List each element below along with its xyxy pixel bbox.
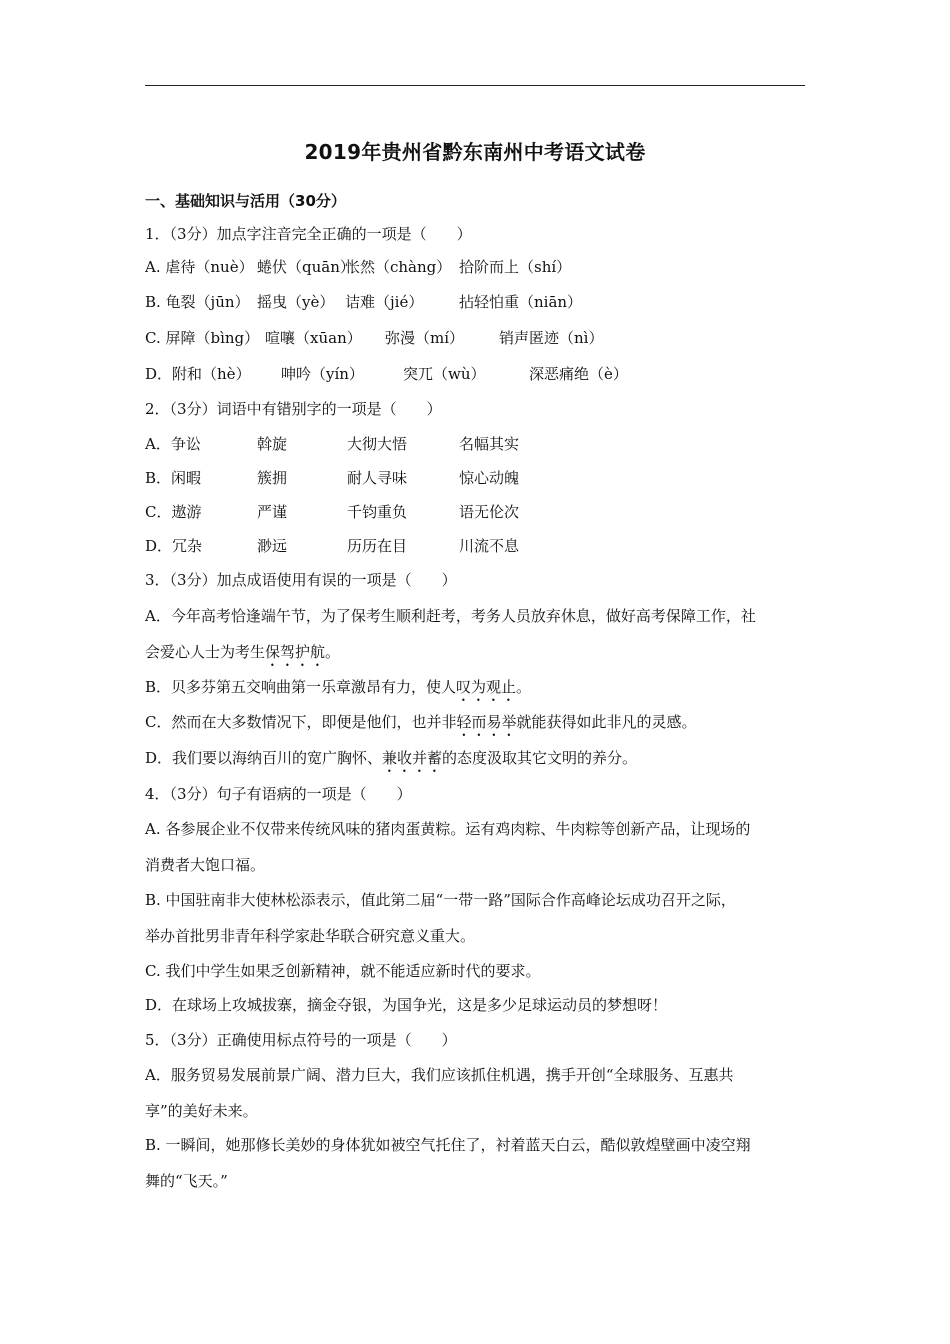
option-item: 惊心动魄: [459, 469, 520, 487]
option-item: B．闲暇: [145, 469, 202, 487]
text-run: 。: [325, 643, 341, 661]
q5-option-a-line2: 享”的美好未来。: [145, 1102, 258, 1120]
q1-option-b: [145, 292, 810, 312]
q2-option-c: [145, 502, 810, 522]
option-item: 语无伦次: [459, 503, 520, 521]
emphasized-idiom: 叹为观止: [456, 678, 517, 696]
option-item: 弥漫（mí）: [385, 329, 465, 347]
text-run: 。: [516, 678, 532, 696]
emphasized-idiom: 保驾护航: [265, 643, 326, 661]
option-item: C．遨游: [145, 503, 202, 521]
section-heading: 一、基础知识与活用（30分）: [145, 192, 346, 210]
option-item: 深恶痛绝（è）: [529, 365, 628, 383]
option-item: 历历在目: [347, 537, 408, 555]
text-run: 的态度汲取其它文明的养分。: [442, 749, 638, 767]
q4-option-a-line2: 消费者大饱口福。: [145, 856, 266, 874]
option-item: D．冗杂: [145, 537, 203, 555]
option-item: A. 虐待（nuè）: [145, 258, 254, 276]
option-item: B. 龟裂（jūn）: [145, 293, 250, 311]
q4-option-a-line1: A. 各参展企业不仅带来传统风味的猪肉蛋黄粽。运有鸡肉粽、牛肉粽等创新产品，让现场的: [145, 820, 751, 838]
option-item: 突兀（wù）: [403, 365, 486, 383]
option-item: 拈轻怕重（niān）: [459, 293, 583, 311]
q4-option-c: C. 我们中学生如果乏创新精神，就不能适应新时代的要求。: [145, 962, 541, 980]
q4-option-b-line2: 举办首批男非青年科学家赴华联合研究意义重大。: [145, 927, 476, 945]
text-run: 就能获得如此非凡的灵感。: [516, 713, 697, 731]
text-run: D．我们要以海纳百川的宽广胸怀、: [145, 749, 383, 767]
option-item: A．争讼: [145, 435, 201, 453]
q2-option-a: [145, 434, 810, 454]
option-item: 斡旋: [257, 435, 288, 453]
option-item: 拾阶而上（shí）: [459, 258, 572, 276]
option-item: 耐人寻味: [347, 469, 408, 487]
option-item: 渺远: [257, 537, 288, 555]
q3-option-c: [145, 712, 810, 740]
page-title: 2019年贵州省黔东南州中考语文试卷: [304, 140, 646, 164]
option-item: 诘难（jié）: [345, 293, 424, 311]
q2-option-b: [145, 468, 810, 488]
option-item: D．附和（hè）: [145, 365, 251, 383]
q1-option-c: [145, 328, 810, 348]
option-item: 川流不息: [459, 537, 520, 555]
q2-option-d: [145, 536, 810, 556]
option-item: 千钧重负: [347, 503, 408, 521]
option-item: C. 屏障（bìng）: [145, 329, 260, 347]
q5-stem: 5．（3分）正确使用标点符号的一项是（ ）: [145, 1031, 457, 1049]
q4-stem: 4．（3分）句子有语病的一项是（ ）: [145, 785, 412, 803]
q1-option-d: [145, 364, 810, 384]
q1-option-a: [145, 257, 810, 277]
option-item: 大彻大悟: [347, 435, 408, 453]
q5-option-b-line2: 舞的“飞天。”: [145, 1172, 228, 1190]
q3-option-d: [145, 748, 810, 776]
text-run: 会爱心人士为考生: [145, 643, 266, 661]
q3-option-a-line1: A．今年高考恰逢端午节，为了保考生顺利赶考，考务人员放弃休息，做好高考保障工作，社: [145, 607, 756, 625]
text-run: B．贝多芬第五交响曲第一乐章激昂有力，使人: [145, 678, 457, 696]
q1-stem: 1．（3分）加点字注音完全正确的一项是（ ）: [145, 225, 472, 243]
option-item: 摇曳（yè）: [257, 293, 335, 311]
option-item: 名幅其实: [459, 435, 520, 453]
q5-option-a-line1: A．服务贸易发展前景广阔、潜力巨大，我们应该抓住机遇，携手开创“全球服务、互惠共: [145, 1066, 734, 1084]
emphasized-idiom: 兼收并蓄: [382, 749, 443, 767]
option-item: 销声匿迹（nì）: [499, 329, 604, 347]
option-item: 喧嚷（xūan）: [265, 329, 362, 347]
option-item: 怅然（chàng）: [345, 258, 452, 276]
option-item: 簇拥: [257, 469, 288, 487]
text-run: C．然而在大多数情况下，即便是他们，也并非: [145, 713, 457, 731]
option-item: 呻吟（yín）: [281, 365, 364, 383]
q4-option-b-line1: B. 中国驻南非大使林松添表示，值此第二届“一带一路”国际合作高峰论坛成功召开之际，: [145, 891, 736, 909]
q3-option-b: [145, 677, 810, 705]
emphasized-idiom: 轻而易举: [456, 713, 517, 731]
option-item: 严谨: [257, 503, 288, 521]
q2-stem: 2．（3分）词语中有错别字的一项是（ ）: [145, 400, 442, 418]
option-item: 蜷伏（quān）: [257, 258, 355, 276]
q4-option-d: D．在球场上攻城拔寨，摘金夺银，为国争光，这是多少足球运动员的梦想呀！: [145, 996, 668, 1014]
q3-stem: 3．（3分）加点成语使用有误的一项是（ ）: [145, 571, 457, 589]
q3-option-a-line2: [145, 642, 810, 670]
q5-option-b-line1: B. 一瞬间，她那修长美妙的身体犹如被空气托住了，衬着蓝天白云，酷似敦煌壁画中凌空翔: [145, 1136, 751, 1154]
header-rule: [145, 85, 805, 86]
